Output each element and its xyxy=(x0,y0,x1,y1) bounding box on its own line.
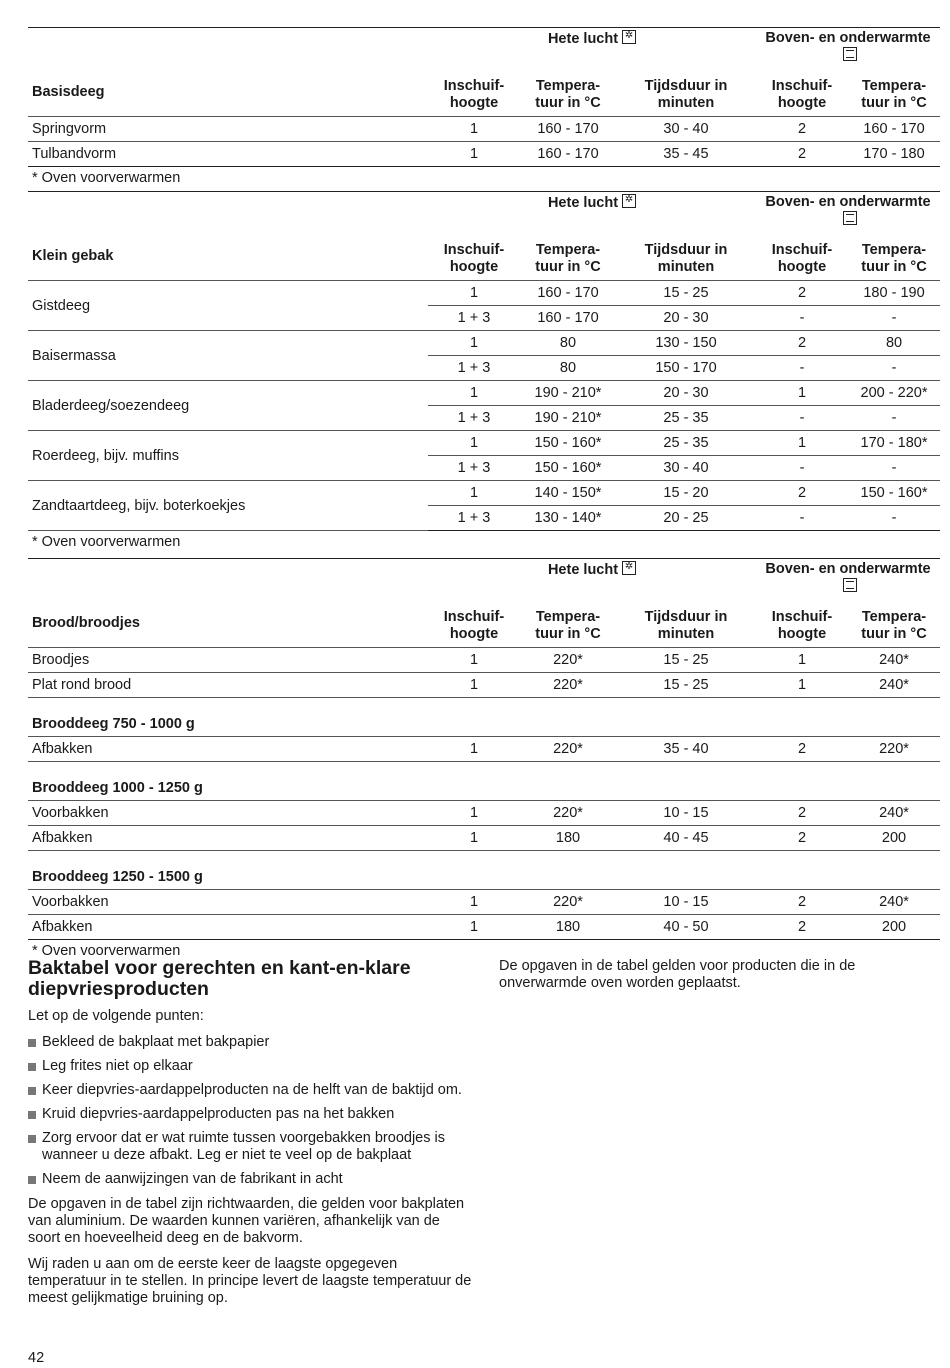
row-name: Afbakken xyxy=(28,826,428,851)
tips-list xyxy=(28,1034,473,1188)
fan-icon xyxy=(622,30,636,44)
cell-value: 2 xyxy=(756,481,848,506)
cell-value: 160 - 170 xyxy=(520,117,616,142)
table-row xyxy=(28,281,940,306)
table-row xyxy=(28,801,940,826)
hot-air-header xyxy=(428,192,756,233)
section-right-column: De opgaven in de tabel gelden voor producten die in de onverwarmde oven worden geplaatst. xyxy=(499,958,856,991)
column-temp: Tempera-tuur in °C xyxy=(520,232,616,281)
cell-value: 160 - 170 xyxy=(848,117,940,142)
cell-value: 20 - 30 xyxy=(616,306,756,331)
list-item: Bekleed de bakplaat met bakpapier xyxy=(28,1034,473,1051)
row-name: Springvorm xyxy=(28,117,428,142)
hot-air-label: Hete lucht xyxy=(547,31,619,47)
cell-value: 1 xyxy=(428,142,520,167)
cell-value: 220* xyxy=(848,737,940,762)
paragraph-guidelines: De opgaven in de tabel zijn richtwaarden, die gelden voor bakplaten van aluminium. De waarden kunnen variëren, afhankelijk van de soort en hoeveelheid deeg en de bakvorm. xyxy=(28,1196,465,1246)
bullet-icon xyxy=(28,1039,36,1047)
cell-value: 1 xyxy=(756,673,848,698)
cell-value: 20 - 25 xyxy=(616,506,756,531)
column-temp: Tempera-tuur in °C xyxy=(848,599,940,648)
table-column-header xyxy=(28,68,940,117)
cell-value: 1 xyxy=(428,117,520,142)
cell-value: 180 xyxy=(520,826,616,851)
top-bottom-heat-icon xyxy=(843,47,857,61)
cell-value: - xyxy=(756,456,848,481)
column-temp: Tempera-tuur in °C xyxy=(520,599,616,648)
column-shelf: Inschuif-hoogte xyxy=(428,232,520,281)
baking-table-basisdeeg xyxy=(28,27,940,186)
column-time: Tijdsduur in minuten xyxy=(616,68,756,117)
row-name: Afbakken xyxy=(28,915,428,940)
top-bottom-heat-label: Boven- en onderwarmte xyxy=(765,194,931,210)
hot-air-label: Hete lucht xyxy=(547,562,619,578)
cell-value: 80 xyxy=(848,331,940,356)
section-title: Baktabel voor gerechten en kant-en-klare diepvriesproducten xyxy=(28,957,411,1000)
cell-value: - xyxy=(848,406,940,431)
top-bottom-heat-icon xyxy=(843,578,857,592)
cell-value: 1 + 3 xyxy=(428,456,520,481)
cell-value: 200 - 220* xyxy=(848,381,940,406)
footnote: * Oven voorverwarmen xyxy=(32,943,181,959)
cell-value: 220* xyxy=(520,801,616,826)
list-item: Keer diepvries-aardappelproducten na de helft van de baktijd om. xyxy=(28,1082,473,1099)
cell-value: 150 - 160* xyxy=(520,431,616,456)
top-bottom-heat-label: Boven- en onderwarmte xyxy=(765,30,931,46)
column-shelf: Inschuif-hoogte xyxy=(756,232,848,281)
cell-value: 25 - 35 xyxy=(616,406,756,431)
cell-value: 240* xyxy=(848,648,940,673)
cell-value: 1 xyxy=(428,481,520,506)
bullet-icon xyxy=(28,1111,36,1119)
cell-value: 15 - 25 xyxy=(616,648,756,673)
table-row xyxy=(28,915,940,940)
cell-value: 1 + 3 xyxy=(428,306,520,331)
table-title: Brood/broodjes xyxy=(28,599,428,648)
row-name: Bladerdeeg/soezendeeg xyxy=(28,381,428,431)
subgroup-row xyxy=(28,762,940,801)
cell-value: 15 - 25 xyxy=(616,281,756,306)
table-row xyxy=(28,737,940,762)
cell-value: - xyxy=(848,456,940,481)
paragraph-advice: Wij raden u aan om de eerste keer de laagste opgegeven temperatuur in te stellen. In principe levert de laagste temperatuur de meest gelijkmatige bruining op. xyxy=(28,1256,472,1306)
cell-value: 220* xyxy=(520,648,616,673)
cell-value: 220* xyxy=(520,673,616,698)
row-name: Afbakken xyxy=(28,737,428,762)
cell-value: 190 - 210* xyxy=(520,381,616,406)
row-name: Plat rond brood xyxy=(28,673,428,698)
cell-value: 1 xyxy=(428,431,520,456)
hot-air-label: Hete lucht xyxy=(547,195,619,211)
cell-value: 80 xyxy=(520,331,616,356)
cell-value: 15 - 20 xyxy=(616,481,756,506)
cell-value: 30 - 40 xyxy=(616,456,756,481)
cell-value: 150 - 170 xyxy=(616,356,756,381)
cell-value: 160 - 170 xyxy=(520,142,616,167)
cell-value: 2 xyxy=(756,826,848,851)
cell-value: - xyxy=(756,356,848,381)
cell-value: 30 - 40 xyxy=(616,117,756,142)
cell-value: 220* xyxy=(520,737,616,762)
hot-air-header xyxy=(428,28,756,69)
cell-value: 40 - 50 xyxy=(616,915,756,940)
fan-icon xyxy=(622,561,636,575)
cell-value: 220* xyxy=(520,890,616,915)
row-name: Voorbakken xyxy=(28,801,428,826)
subgroup-heading: Brooddeeg 1250 - 1500 g xyxy=(28,851,940,890)
table-row xyxy=(28,826,940,851)
cell-value: 2 xyxy=(756,890,848,915)
row-name: Baisermassa xyxy=(28,331,428,381)
cell-value: 1 xyxy=(756,431,848,456)
column-shelf: Inschuif-hoogte xyxy=(756,68,848,117)
cell-value: 160 - 170 xyxy=(520,281,616,306)
top-bottom-heat-label: Boven- en onderwarmte xyxy=(765,561,931,577)
cell-value: 1 xyxy=(428,801,520,826)
cell-value: 35 - 40 xyxy=(616,737,756,762)
cell-value: - xyxy=(848,356,940,381)
cell-value: 140 - 150* xyxy=(520,481,616,506)
table xyxy=(28,27,940,167)
table-row xyxy=(28,481,940,506)
baking-table-brood xyxy=(28,558,940,959)
cell-value: 200 xyxy=(848,826,940,851)
cell-value: 240* xyxy=(848,801,940,826)
cell-value: 1 + 3 xyxy=(428,506,520,531)
table-row xyxy=(28,117,940,142)
column-shelf: Inschuif-hoogte xyxy=(756,599,848,648)
cell-value: 240* xyxy=(848,673,940,698)
cell-value: 2 xyxy=(756,737,848,762)
list-item: Neem de aanwijzingen van de fabrikant in acht xyxy=(28,1171,473,1188)
cell-value: 2 xyxy=(756,142,848,167)
top-bottom-heat-header xyxy=(756,192,940,233)
intro-text: Let op de volgende punten: xyxy=(28,1008,204,1024)
cell-value: 1 xyxy=(428,381,520,406)
cell-value: 2 xyxy=(756,281,848,306)
cell-value: 1 xyxy=(428,737,520,762)
table-row xyxy=(28,890,940,915)
column-temp: Tempera-tuur in °C xyxy=(848,68,940,117)
cell-value: 2 xyxy=(756,915,848,940)
table-title: Klein gebak xyxy=(28,232,428,281)
cell-value: 25 - 35 xyxy=(616,431,756,456)
cell-value: - xyxy=(756,406,848,431)
hot-air-header xyxy=(428,559,756,600)
row-name: Zandtaartdeeg, bijv. boterkoekjes xyxy=(28,481,428,531)
table-row xyxy=(28,648,940,673)
footnote: * Oven voorverwarmen xyxy=(32,170,181,186)
cell-value: 1 xyxy=(756,381,848,406)
cell-value: 190 - 210* xyxy=(520,406,616,431)
cell-value: 240* xyxy=(848,890,940,915)
table-row xyxy=(28,142,940,167)
page-number: 42 xyxy=(28,1350,45,1366)
cell-value: 10 - 15 xyxy=(616,890,756,915)
cell-value: 10 - 15 xyxy=(616,801,756,826)
top-bottom-heat-icon xyxy=(843,211,857,225)
bullet-icon xyxy=(28,1087,36,1095)
cell-value: 1 xyxy=(428,331,520,356)
cell-value: 1 xyxy=(428,890,520,915)
row-name: Broodjes xyxy=(28,648,428,673)
cell-value: 150 - 160* xyxy=(520,456,616,481)
cell-value: 150 - 160* xyxy=(848,481,940,506)
table-row xyxy=(28,381,940,406)
table-group-header xyxy=(28,28,940,69)
table-column-header xyxy=(28,599,940,648)
cell-value: 2 xyxy=(756,801,848,826)
cell-value: 80 xyxy=(520,356,616,381)
table-title: Basisdeeg xyxy=(28,68,428,117)
cell-value: 1 xyxy=(428,281,520,306)
cell-value: 35 - 45 xyxy=(616,142,756,167)
cell-value: 15 - 25 xyxy=(616,673,756,698)
cell-value: 170 - 180 xyxy=(848,142,940,167)
table xyxy=(28,558,940,940)
column-time: Tijdsduur in minuten xyxy=(616,232,756,281)
bullet-icon xyxy=(28,1063,36,1071)
cell-value: 1 + 3 xyxy=(428,406,520,431)
subgroup-row xyxy=(28,698,940,737)
cell-value: - xyxy=(848,506,940,531)
cell-value: 160 - 170 xyxy=(520,306,616,331)
column-temp: Tempera-tuur in °C xyxy=(520,68,616,117)
table-group-header xyxy=(28,192,940,233)
row-name: Tulbandvorm xyxy=(28,142,428,167)
baking-table-klein-gebak xyxy=(28,191,940,550)
subgroup-heading: Brooddeeg 1000 - 1250 g xyxy=(28,762,940,801)
row-name: Roerdeeg, bijv. muffins xyxy=(28,431,428,481)
cell-value: 130 - 150 xyxy=(616,331,756,356)
cell-value: - xyxy=(756,506,848,531)
table-column-header xyxy=(28,232,940,281)
column-shelf: Inschuif-hoogte xyxy=(428,599,520,648)
table-row xyxy=(28,431,940,456)
row-name: Gistdeeg xyxy=(28,281,428,331)
cell-value: 170 - 180* xyxy=(848,431,940,456)
cell-value: - xyxy=(848,306,940,331)
cell-value: 20 - 30 xyxy=(616,381,756,406)
list-item: Kruid diepvries-aardappelproducten pas na het bakken xyxy=(28,1106,473,1123)
cell-value: 2 xyxy=(756,331,848,356)
table-row xyxy=(28,673,940,698)
cell-value: 1 xyxy=(428,915,520,940)
bullet-icon xyxy=(28,1176,36,1184)
cell-value: 180 xyxy=(520,915,616,940)
section-left-column xyxy=(28,1008,473,1316)
cell-value: 180 - 190 xyxy=(848,281,940,306)
cell-value: - xyxy=(756,306,848,331)
cell-value: 130 - 140* xyxy=(520,506,616,531)
cell-value: 1 xyxy=(428,673,520,698)
cell-value: 2 xyxy=(756,117,848,142)
footnote: * Oven voorverwarmen xyxy=(32,534,181,550)
cell-value: 200 xyxy=(848,915,940,940)
table-group-header xyxy=(28,559,940,600)
cell-value: 1 xyxy=(428,826,520,851)
column-temp: Tempera-tuur in °C xyxy=(848,232,940,281)
fan-icon xyxy=(622,194,636,208)
table-row xyxy=(28,331,940,356)
cell-value: 1 xyxy=(428,648,520,673)
column-shelf: Inschuif-hoogte xyxy=(428,68,520,117)
column-time: Tijdsduur in minuten xyxy=(616,599,756,648)
list-item: Leg frites niet op elkaar xyxy=(28,1058,473,1075)
list-item: Zorg ervoor dat er wat ruimte tussen voorgebakken broodjes is wanneer u deze afbakt. Leg er niet te veel op de bakplaat xyxy=(28,1130,473,1164)
subgroup-heading: Brooddeeg 750 - 1000 g xyxy=(28,698,940,737)
subgroup-row xyxy=(28,851,940,890)
cell-value: 1 + 3 xyxy=(428,356,520,381)
top-bottom-heat-header xyxy=(756,28,940,69)
cell-value: 1 xyxy=(756,648,848,673)
table xyxy=(28,191,940,531)
top-bottom-heat-header xyxy=(756,559,940,600)
cell-value: 40 - 45 xyxy=(616,826,756,851)
bullet-icon xyxy=(28,1135,36,1143)
row-name: Voorbakken xyxy=(28,890,428,915)
